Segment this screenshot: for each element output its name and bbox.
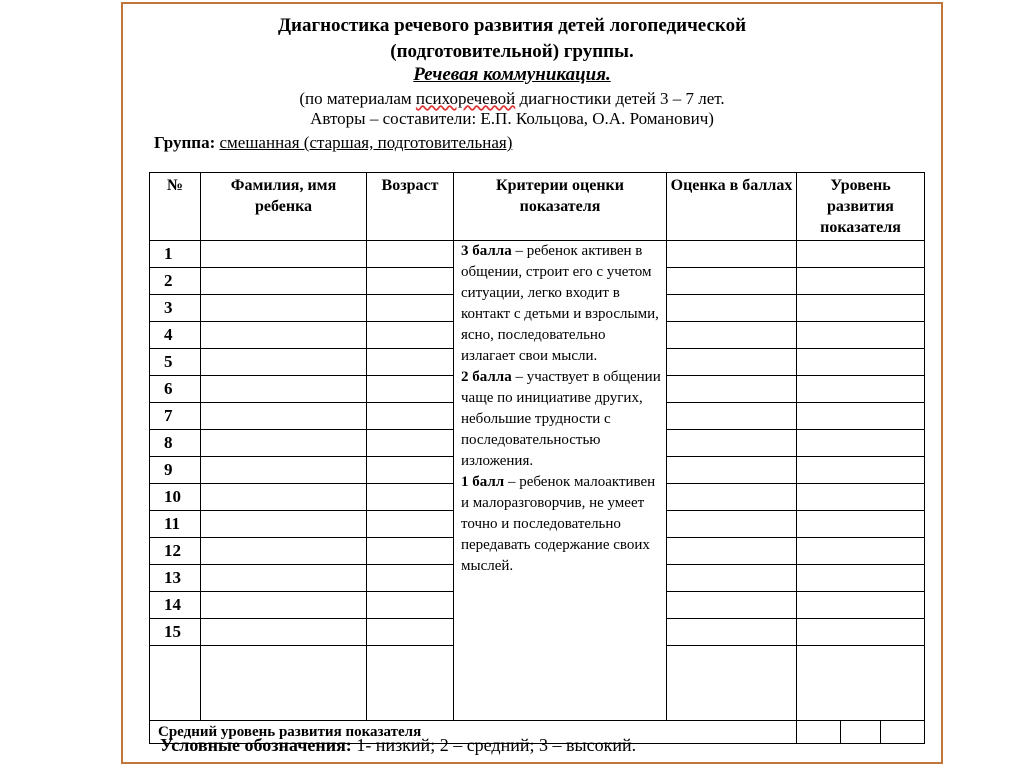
filler-level [797,646,925,721]
level-cell[interactable] [797,565,925,592]
table-body [150,241,925,744]
row-number: 8 [150,430,201,457]
row-number: 5 [150,349,201,376]
name-cell[interactable] [201,430,367,457]
level-cell[interactable] [797,403,925,430]
level-cell[interactable] [797,457,925,484]
age-cell[interactable] [367,538,454,565]
group-label: Группа: [154,133,220,152]
row-number: 2 [150,268,201,295]
row-number: 10 [150,484,201,511]
name-cell[interactable] [201,592,367,619]
level-cell[interactable] [797,349,925,376]
level-cell[interactable] [797,241,925,268]
row-number: 15 [150,619,201,646]
authors-line: Авторы – составители: Е.П. Кольцова, О.А. Романович) [310,109,714,128]
age-cell[interactable] [367,592,454,619]
header-score: Оценка в баллах [667,173,797,241]
name-cell[interactable] [201,565,367,592]
level-cell[interactable] [797,511,925,538]
filler-num [150,646,201,721]
row-number: 4 [150,322,201,349]
group-line [154,132,512,154]
name-cell[interactable] [201,268,367,295]
age-cell[interactable] [367,619,454,646]
title-line-1: Диагностика речевого развития детей логопедической [277,15,747,36]
diagnostics-table [149,172,925,744]
score-cell[interactable] [667,484,797,511]
row-number: 11 [150,511,201,538]
header-num: № [150,173,201,241]
level-cell[interactable] [797,484,925,511]
age-cell[interactable] [367,376,454,403]
score-cell[interactable] [667,430,797,457]
score-cell[interactable] [667,241,797,268]
subtitle: Речевая коммуникация. [413,64,611,85]
name-cell[interactable] [201,403,367,430]
level-cell[interactable] [797,295,925,322]
average-level-2[interactable] [841,721,881,744]
age-cell[interactable] [367,295,454,322]
source-prefix: (по материалам [299,89,416,108]
legend [160,733,636,757]
age-cell[interactable] [367,565,454,592]
criteria-2-label: 2 балла [461,369,512,385]
age-cell[interactable] [367,349,454,376]
score-cell[interactable] [667,565,797,592]
criteria-cell [454,241,667,721]
criteria-1-label: 1 балл [461,474,505,490]
age-cell[interactable] [367,241,454,268]
score-cell[interactable] [667,268,797,295]
filler-score [667,646,797,721]
header-level: Уровень развития показателя [797,173,925,241]
age-cell[interactable] [367,511,454,538]
filler-name [201,646,367,721]
name-cell[interactable] [201,349,367,376]
age-cell[interactable] [367,430,454,457]
average-label: Средний уровень развития показателя [150,721,797,744]
table-header-row [150,173,925,241]
score-cell[interactable] [667,511,797,538]
name-cell[interactable] [201,484,367,511]
score-cell[interactable] [667,376,797,403]
score-cell[interactable] [667,538,797,565]
row-number: 3 [150,295,201,322]
group-value: смешанная (старшая, подготовительная) [219,133,513,152]
score-cell[interactable] [667,295,797,322]
source-suffix: диагностики детей 3 – 7 лет. [515,89,725,108]
header-age: Возраст [367,173,454,241]
name-cell[interactable] [201,376,367,403]
filler-age [367,646,454,721]
score-cell[interactable] [667,592,797,619]
name-cell[interactable] [201,619,367,646]
header-criteria: Критерии оценки показателя [454,173,667,241]
legend-label: Условные обозначения: [160,735,352,755]
source-line [0,88,1024,110]
row-number: 13 [150,565,201,592]
level-cell[interactable] [797,619,925,646]
score-cell[interactable] [667,619,797,646]
age-cell[interactable] [367,268,454,295]
name-cell[interactable] [201,457,367,484]
average-level-3[interactable] [881,721,925,744]
criteria-1-text: – ребенок малоактивен и малоразговорчив, не умеет точно и последовательно передавать содержание своих мыслей. [461,474,656,574]
row-number: 1 [150,241,201,268]
table-row [150,241,925,268]
row-number: 7 [150,403,201,430]
level-cell[interactable] [797,538,925,565]
score-cell[interactable] [667,322,797,349]
source-underlined: психоречевой [415,89,516,108]
age-cell[interactable] [367,484,454,511]
row-number: 9 [150,457,201,484]
row-number: 14 [150,592,201,619]
criteria-2-text: – участвует в общении чаще по инициативе других, небольшие трудности с последовательностью изложения. [461,369,661,469]
level-cell[interactable] [797,376,925,403]
age-cell[interactable] [367,322,454,349]
name-cell[interactable] [201,295,367,322]
age-cell[interactable] [367,457,454,484]
level-cell[interactable] [797,268,925,295]
average-level-1[interactable] [797,721,841,744]
name-cell[interactable] [201,241,367,268]
name-cell[interactable] [201,322,367,349]
title-line-2: (подготовительной) группы. [390,41,634,62]
level-cell[interactable] [797,592,925,619]
age-cell[interactable] [367,403,454,430]
header-name: Фамилия, имя ребенка [201,173,367,241]
name-cell[interactable] [201,511,367,538]
score-cell[interactable] [667,403,797,430]
row-number: 12 [150,538,201,565]
legend-text: 1- низкий; 2 – средний; 3 – высокий. [351,735,637,755]
score-cell[interactable] [667,457,797,484]
criteria-3-text: – ребенок активен в общении, строит его с учетом ситуации, легко входит в контакт с детьми и взрослыми, ясно, последовательно излагает свои мысли. [461,243,659,364]
level-cell[interactable] [797,430,925,457]
row-number: 6 [150,376,201,403]
criteria-3-label: 3 балла [461,243,512,259]
level-cell[interactable] [797,322,925,349]
name-cell[interactable] [201,538,367,565]
score-cell[interactable] [667,349,797,376]
